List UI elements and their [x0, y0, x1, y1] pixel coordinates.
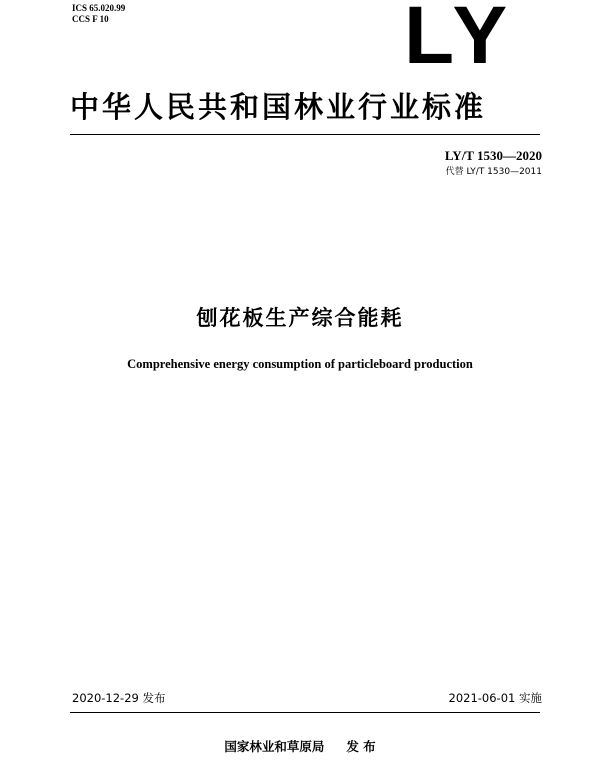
ics-code: ICS 65.020.99: [72, 3, 126, 13]
ccs-code: CCS F 10: [72, 14, 109, 24]
publisher-line: [0, 738, 600, 756]
implementation-date: 2021-06-01 实施: [448, 691, 542, 705]
ly-logo: LY: [404, 0, 514, 81]
standard-number: LY/T 1530—2020: [444, 148, 542, 163]
document-title-chinese: 刨花板生产综合能耗: [196, 306, 404, 330]
document-title-english: Comprehensive energy consumption of particleboard production: [127, 357, 473, 371]
standard-category-heading: 中华人民共和国林业行业标准: [70, 90, 487, 124]
bottom-divider: [70, 712, 540, 713]
replaces-standard: 代替 LY/T 1530—2011: [445, 167, 542, 177]
top-divider: [70, 134, 540, 135]
issue-date: 2020-12-29 发布: [72, 691, 166, 705]
publisher-action: 发 布: [346, 739, 376, 754]
publisher-name: 国家林业和草原局: [224, 739, 325, 754]
